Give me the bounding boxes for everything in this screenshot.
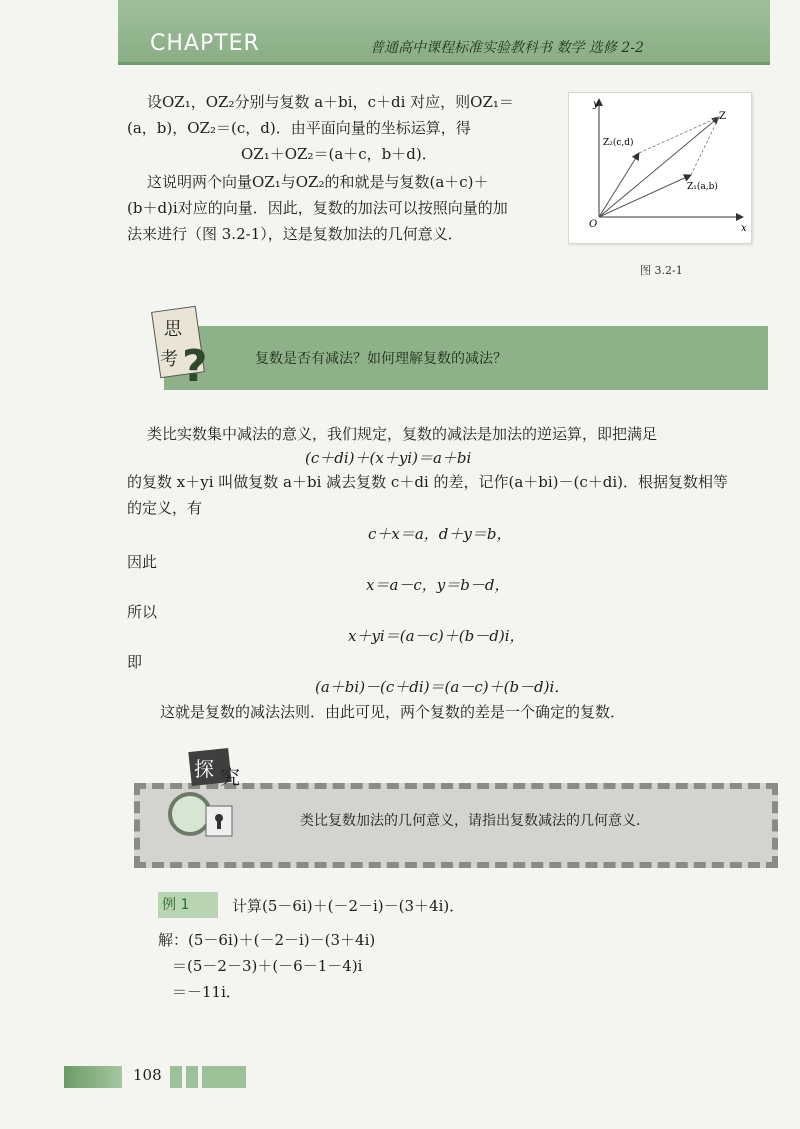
explore-prompt: 类比复数加法的几何意义，请指出复数减法的几何意义． [300,813,650,829]
solution-line-2: ＝(5－2－3)＋(－6－1－4)i [172,957,363,975]
explore-char-1: 探 [194,757,214,781]
solution-line-3: ＝－11i． [172,983,241,1001]
vector-oz [599,117,719,217]
intro-line-2: (a，b)，OZ₂＝(c，d)．由平面向量的坐标运算，得 [127,119,471,137]
magnifier-icon [160,746,260,846]
think-char-1: 思 [164,319,182,340]
think-question: 复数是否有减法？如何理解复数的减法？ [255,351,507,367]
footer-block [202,1066,246,1088]
subtraction-formula-4: x＋yi＝(a－c)＋(b－d)i， [348,627,525,645]
subtraction-definition-end: 的定义，有 [127,499,203,517]
intro-line-5: (b＋d)i对应的向量．因此，复数的加法可以按照向量的加 [127,199,508,217]
explore-char-2: 究 [220,765,240,789]
z2-label: Z₂(c,d) [603,138,634,148]
origin-label: O [589,219,598,230]
intro-line-1: 设OZ₁，OZ₂分别与复数 a＋bi，c＋di 对应，则OZ₁＝ [147,93,514,111]
therefore-label: 因此 [127,553,158,571]
z-label: Z [719,111,726,122]
parallel-side-top [639,117,719,153]
namely-label: 即 [127,653,143,671]
x-label: x [741,223,747,234]
subtraction-formula-2: c＋x＝a，d＋y＝b， [368,525,512,543]
figure-caption: 图 3.2-1 [640,264,683,277]
subtraction-formula-5: (a＋bi)－(c＋di)＝(a－c)＋(b－d)i． [315,678,570,696]
book-title: 普通高中课程标准实验教科书 数学 选修 2-2 [370,40,644,56]
think-char-2: 考 [160,349,178,370]
subtraction-intro: 类比实数集中减法的意义，我们规定，复数的减法是加法的逆运算，即把满足 [147,425,658,443]
subtraction-definition: 的复数 x＋yi 叫做复数 a＋bi 减去复数 c＋di 的差，记作(a＋bi)－(c＋di)．根据复数相等 [127,473,729,491]
example-tag: 例 1 [158,892,218,918]
vector-oz1 [599,175,691,217]
y-label: y [593,99,599,110]
subtraction-conclusion: 这就是复数的减法法则．由此可见，两个复数的差是一个确定的复数． [160,703,626,721]
intro-formula: OZ₁＋OZ₂＝(a＋c，b＋d)． [241,145,437,163]
parallel-side-right [691,117,719,175]
svg-text:?: ? [182,341,208,389]
footer-bar [64,1066,122,1088]
intro-line-4: 这说明两个向量OZ₁与OZ₂的和就是与复数(a＋c)＋ [147,173,489,191]
intro-line-6: 法来进行（图 3.2-1），这是复数加法的几何意义． [127,225,463,243]
footer-block [170,1066,182,1088]
chapter-label: CHAPTER [150,31,260,56]
subtraction-formula-3: x＝a－c，y＝b－d， [366,576,510,594]
example-problem: 计算(5－6i)＋(－2－i)－(3＋4i)． [232,897,465,915]
vector-figure [568,92,752,244]
solution-line-1: 解：(5－6i)＋(－2－i)－(3＋4i) [158,931,376,949]
subtraction-formula-1: (c＋di)＋(x＋yi)＝a＋bi [305,449,472,467]
vector-diagram [569,93,751,243]
footer-block [186,1066,198,1088]
page-number: 108 [133,1066,162,1084]
think-question-icon [150,303,216,389]
z1-label: Z₁(a,b) [687,182,718,192]
so-label: 所以 [127,603,158,621]
